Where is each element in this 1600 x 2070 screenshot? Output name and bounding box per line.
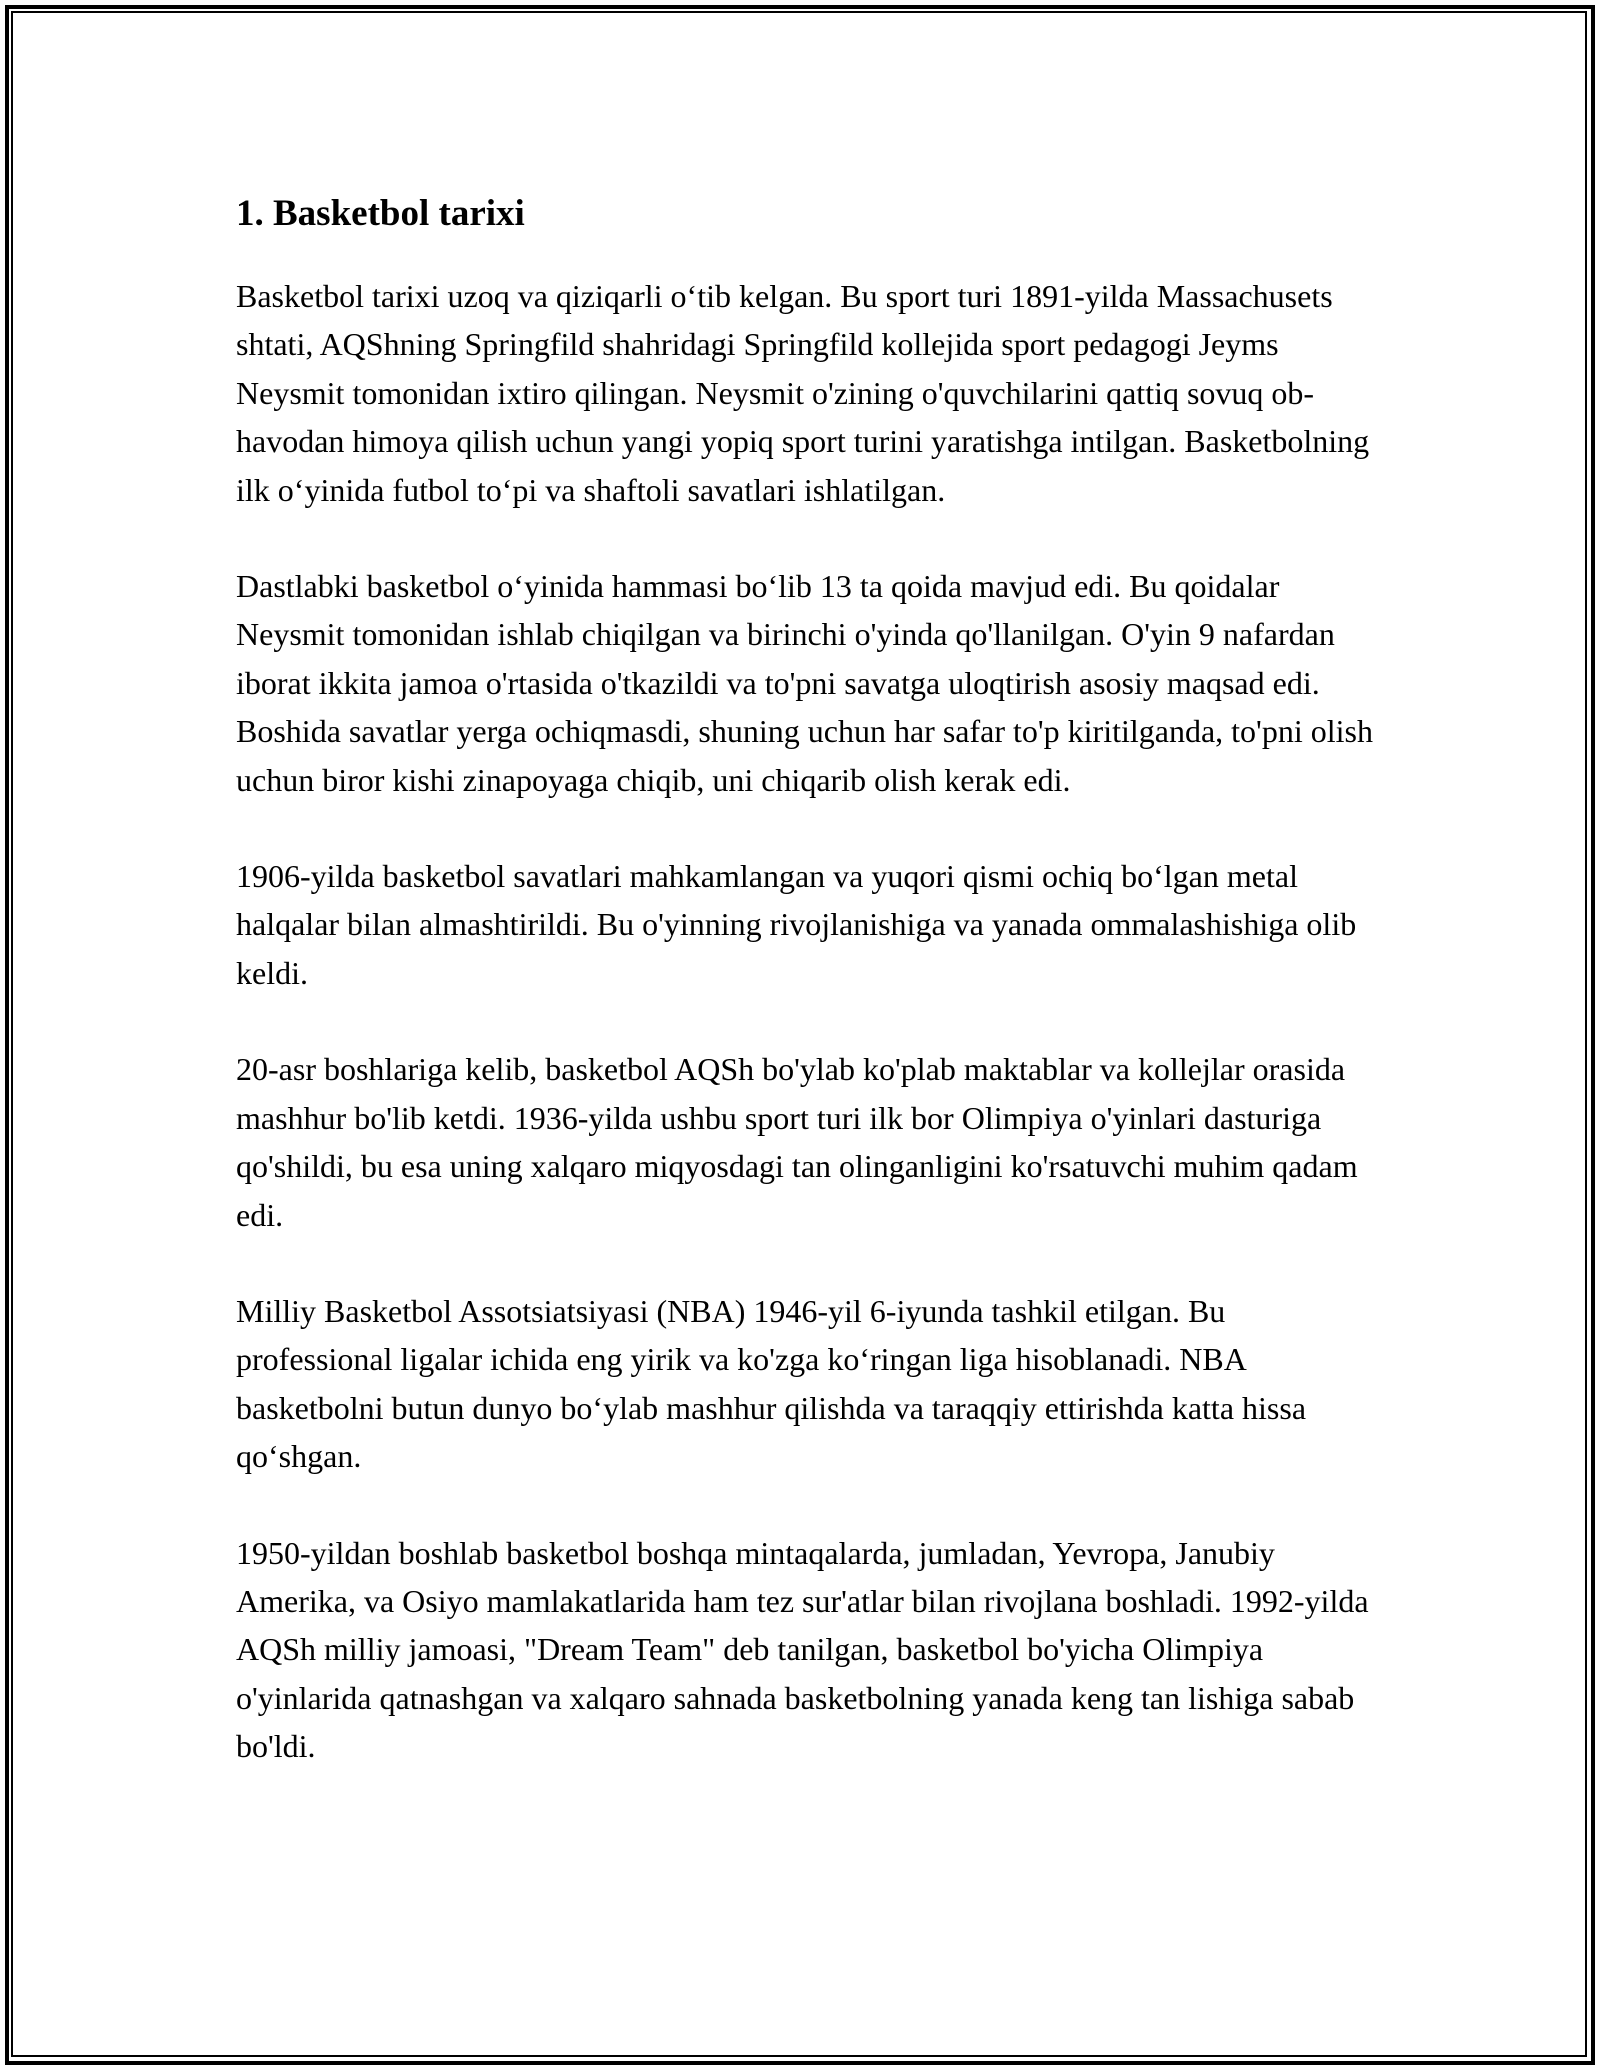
paragraph-origin: Basketbol tarixi uzoq va qiziqarli o‘tib kelgan. Bu sport turi 1891-yilda Massachusets shtati, AQShning Springfild shahridagi Springfild kollejida sport pedagogi Jeyms Neysmit tomonidan ixtiro qilingan. Neysmit o'zining o'quvchilarini qattiq sovuq ob-havodan himoya qilish uchun yangi yopiq sport turini yaratishga intilgan. Basketbolning ilk o‘yinida futbol to‘pi va shaftoli savatlari ishlatilgan.	[236, 278, 1370, 508]
paragraph-nba: Milliy Basketbol Assotsiatsiyasi (NBA) 1946-yil 6-iyunda tashkil etilgan. Bu professional ligalar ichida eng yirik va ko'zga ko‘ringan liga hisoblanadi. NBA basketbolni butun dunyo bo‘ylab mashhur qilishda va taraqqiy ettirishda katta hissa qo‘shgan.	[236, 1292, 1307, 1475]
section-title: 1. Basketbol tarixi	[236, 193, 525, 234]
paragraph-1906-rims: 1906-yilda basketbol savatlari mahkamlangan va yuqori qismi ochiq bo‘lgan metal halqalar bilan almashtirildi. Bu o'yinning rivojlanishiga va yanada ommalashishiga olib keldi.	[236, 858, 1357, 991]
paragraph-global-growth: 1950-yildan boshlab basketbol boshqa mintaqalarda, jumladan, Yevropa, Janubiy Amerika, va Osiyo mamlakatlarida ham tez sur'atlar bilan rivojlana boshladi. 1992-yilda AQSh milliy jamoasi, "Dream Team" deb tanilgan, basketbol bo'yicha Olimpiya o'yinlarida qatnashgan va xalqaro sahnada basketbolning yanada keng tan lishiga sabab bo'ldi.	[236, 1534, 1369, 1765]
document-body	[236, 186, 1386, 1771]
paragraph-20th-century: 20-asr boshlariga kelib, basketbol AQSh bo'ylab ko'plab maktablar va kollejlar orasida mashhur bo'lib ketdi. 1936-yilda ushbu sport turi ilk bor Olimpiya o'yinlari dasturiga qo'shildi, bu esa uning xalqaro miqyosdagi tan olinganligini ko'rsatuvchi muhim qadam edi.	[236, 1051, 1358, 1233]
paragraph-first-rules: Dastlabki basketbol o‘yinida hammasi bo‘lib 13 ta qoida mavjud edi. Bu qoidalar Neysmit tomonidan ishlab chiqilgan va birinchi o'yinda qo'llanilgan. O'yin 9 nafardan iborat ikkita jamoa o'rtasida o'tkazildi va to'pni savatga uloqtirish asosiy maqsad edi. Boshida savatlar yerga ochiqmasdi, shuning uchun har safar to'p kiritilganda, to'pni olish uchun biror kishi zinapoyaga chiqib, uni chiqarib olish kerak edi.	[236, 568, 1373, 798]
